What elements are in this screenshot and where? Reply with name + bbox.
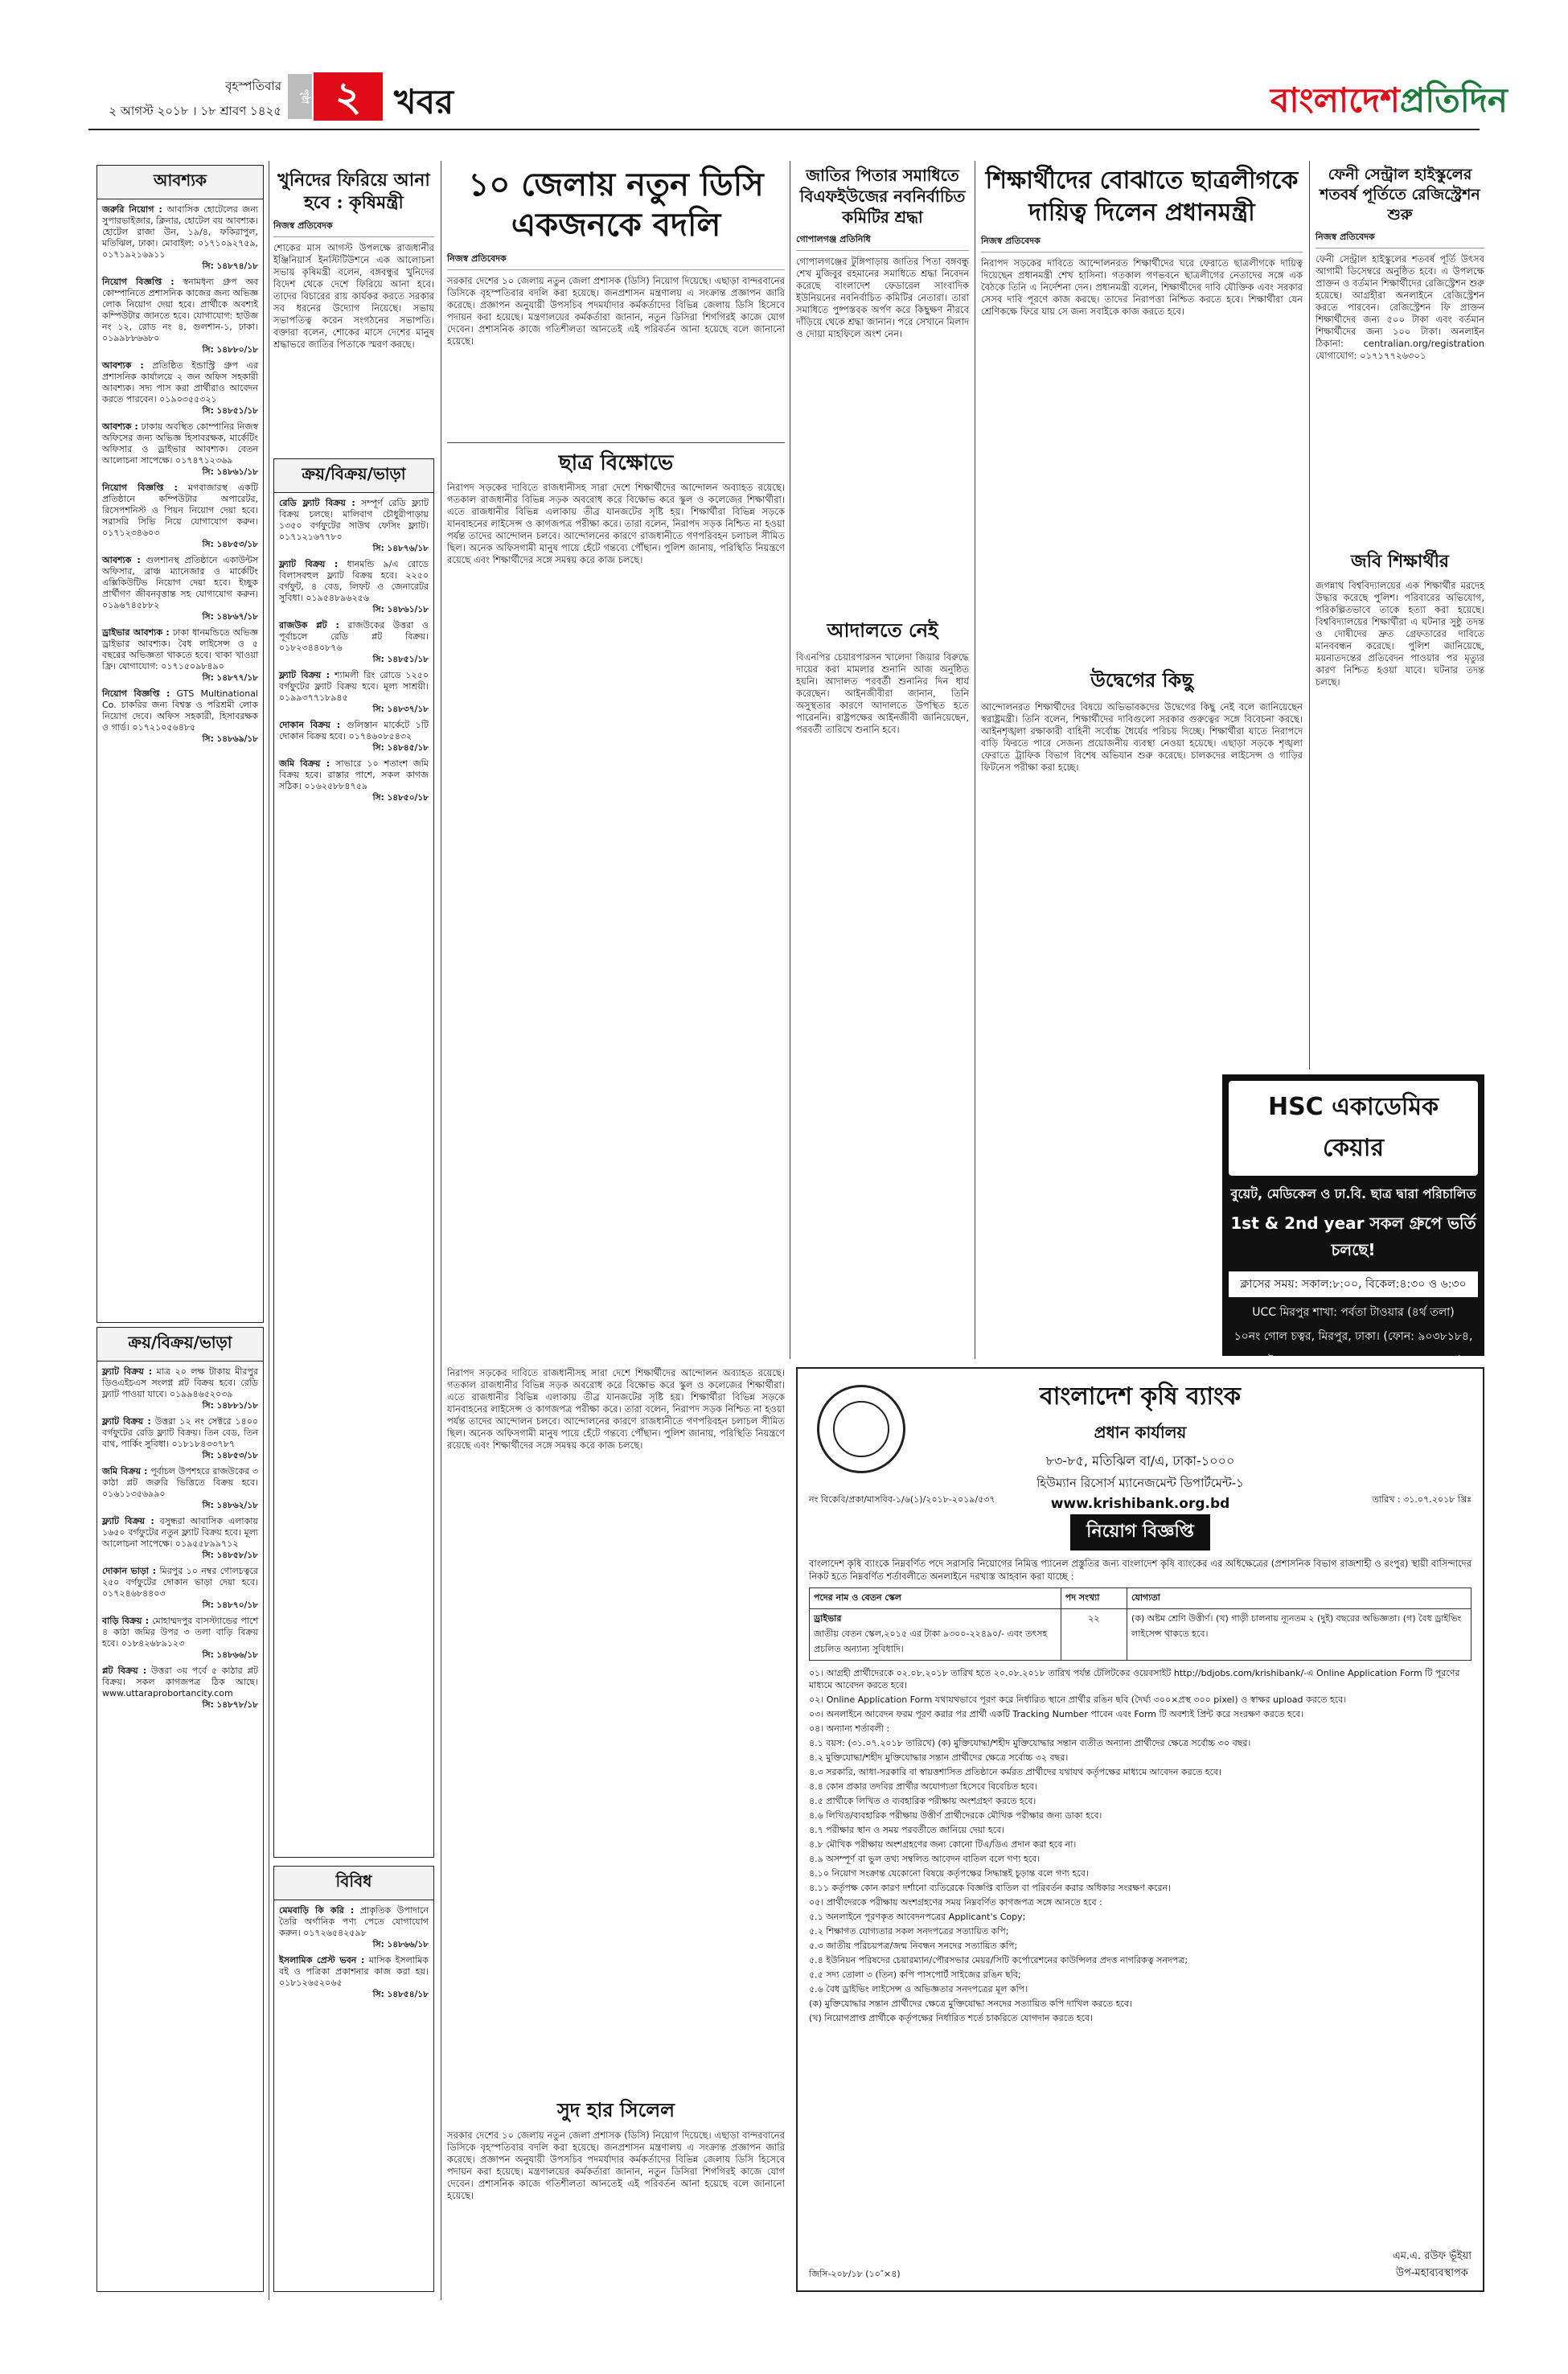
classified-ad-text: মগবাজারস্থ একটি প্রতিষ্ঠানে কম্পিউটার অপারেটর, রিসেপশনিস্ট ও পিয়ন নিয়োগ দেয়া হবে। সরাসরি সিভি নিয়ে যোগাযোগ করুন। ০১৭১২৩৪৬০৩ [102, 483, 258, 538]
classified-ad-text: GTS Multinational Co. চাকরির জন্য বিশ্বস্ত ও পরিশ্রমী লোক নিয়োগ দেবে। অফিস সহকারী, হিসাবরক্ষক ও গার্ড। ০১৭২১০৫৬৪৮৫ [102, 688, 258, 733]
classified-list [97, 199, 263, 754]
classified-ad [102, 627, 258, 684]
notice-condition-item: ০৫। প্রার্থীদেরকে পরীক্ষায় অংশগ্রহণের সময় নিম্নবর্ণিত কাগজপত্র সঙ্গে আনতে হবে : [809, 1897, 1102, 1908]
bank-name: বাংলাদেশ কৃষি ব্যাংক [1040, 1382, 1241, 1411]
notice-condition-item: ০৪। অন্যান্য শর্তাবলী : [809, 1723, 890, 1734]
classified-ad-title: আবশ্যক : [102, 360, 144, 371]
page-number: ২ [314, 72, 383, 121]
classified-ad-ref: সি: ১৪৮৬৯/১৮ [202, 734, 258, 744]
masthead-rule [88, 129, 1480, 130]
classified-ad-ref: সি: ১৪৮৬১/১৮ [202, 467, 258, 477]
classified-ad-text: সম্পূর্ণ রেডি ফ্ল্যাট বিক্রয় চলছে। মালিবাগ চৌধুরীপাড়ায় ১৩৫০ বর্গফুটের সাউথ ফেসিং ফ্ল্যাট। ০১৭১২১৬৭৭৮০ [279, 498, 429, 542]
classified-ad-ref: সি: ১৪৮৬৬/১৮ [372, 1940, 429, 1949]
col2-misc-header: বিবিধ [274, 1867, 433, 1900]
classified-ad-ref: সি: ১৪৮৫৮/১৮ [202, 1550, 258, 1560]
col4-subheadline: আদালতে নেই [827, 618, 938, 642]
hsc-ad-line5: ১০নং গোল চত্বর, মিরপুর, ঢাকা। (ফোন: ৯০৩৮১৮৪, [1233, 1330, 1473, 1343]
classified-ad [279, 670, 429, 715]
bank-footer [809, 2249, 1472, 2282]
col4-body: গোপালগঞ্জের টুঙ্গিপাড়ায় জাতির পিতা বঙ্গবন্ধু শেখ মুজিবুর রহমানের সমাধিতে শ্রদ্ধা নিবেদন করেছে বাংলাদেশ ফেডারেল সাংবাদিক ইউনিয়নের নবনির্বাচিত কমিটির নেতারা। তারা সমাধিতে পুষ্পস্তবক অর্পণ করে কিছুক্ষণ নীরবে দাঁড়িয়ে থেকে শ্রদ্ধা জানান। পরে সেখানে মিলাদ ও দোয়া মাহফিলে অংশ নেন। [796, 256, 969, 339]
col2-misc-box [273, 1866, 434, 2292]
job-qual-cell: (ক) অষ্টম শ্রেণি উত্তীর্ণ। (খ) গাড়ী চালনায় ন্যূনতম ২ (দুই) বছরের অভিজ্ঞতা। (গ) বৈধ ড্রাইভিং লাইসেন্স থাকতে হবে। [1127, 1609, 1472, 1661]
section-title: খবর [394, 82, 454, 121]
classified-ad-text: গুলিস্তান মার্কেটে ১টি দোকান বিক্রয় হবে। ০১৭৪৬০৮৫৪৩২ [279, 720, 429, 741]
notice-condition-item: ৪.৫ প্রার্থীকে লিখিত ও ব্যবহারিক পরীক্ষায় অংশগ্রহণ করতে হবে। [809, 1796, 1036, 1806]
classified-ad [279, 758, 429, 803]
classified-ad-text: মাত্র ২০ লক্ষ টাকায় মীরপুর ডিওএইচএস সংলগ্ন প্লট বিক্রয় হবে। রেডি ফ্ল্যাট পাওয়া যাবে। ০১৯৯৪৬৫২০৩৯ [102, 1366, 258, 1399]
hsc-ad-line3: ক্লাসের সময়: সকাল:৮:০০, বিকেল:৪:৩০ ও ৬:৩০ [1229, 1271, 1478, 1297]
classified-ad-text: পূর্বাচল উপশহরে রাজউকের ৩ কাঠা প্লট জরুরি ভিত্তিতে বিক্রয় হবে। ০১৬১১৩৫৬৯৯০ [102, 1466, 258, 1499]
hsc-ad-line1: বুয়েট, মেডিকেল ও ঢা.বি. ছাত্র দ্বারা পরিচালিত [1230, 1186, 1476, 1201]
notice-condition-item: ৪.৭ পরীক্ষার স্থান ও সময় পরবর্তীতে জানিয়ে দেয়া হবে। [809, 1825, 1005, 1835]
classified-ad-text: ঢাকায় অবস্থিত কোম্পানির নিজস্ব অফিসের জন্য অভিজ্ঞ হিসাবরক্ষক, মার্কেটিং অফিসার ও ড্রাইভার আবশ্যক। বেতন আলোচনা সাপেক্ষে। ০১৭৪৭১২৩৬৯ [102, 421, 258, 466]
classified-ad [102, 277, 258, 355]
page-label: পৃষ্ঠা [288, 74, 312, 119]
classified-ad-ref: সি: ১৪৮৭৬/১৮ [372, 544, 429, 553]
classified-ad-ref: সি: ১৪৮৬১/১৮ [372, 605, 429, 614]
main-subheadline2: সুদ হার সিলেল [556, 2098, 675, 2121]
classified-ad [102, 1366, 258, 1411]
classified-ad-title: নিয়োগ বিজ্ঞপ্তি : [102, 277, 174, 287]
classified-ad-ref: সি: ১৪৮৮১/১৮ [202, 1401, 258, 1411]
classified-ad [279, 498, 429, 554]
classified-ad-title: প্লট বিক্রয় : [102, 1665, 147, 1676]
signer-title: উপ-মহাব্যবস্থাপক [1395, 2267, 1468, 2279]
notice-conditions [809, 1667, 1472, 2182]
classified-ad-title: ফ্ল্যাট বিক্রয় : [102, 1516, 154, 1526]
classified-ad-title: আবশ্যক : [102, 555, 141, 565]
classified-ad-title: মেমবাড়ি কি করি : [279, 1905, 355, 1916]
classified-ad-ref: সি: ১৪৮৬২/১৮ [202, 1501, 258, 1510]
main-byline: নিজস্ব প্রতিবেদক [447, 252, 785, 270]
job-table [809, 1587, 1472, 1661]
classified-sale-list [97, 1362, 263, 1720]
classified-ad-ref: সি: ১৪৮৩৭/১৮ [372, 704, 429, 714]
classified-ad-text: মিরপুর ১০ নম্বর গোলচত্বরে ২৫০ বর্গফুটের দোকান ভাড়া দেয়া হবে। ০১৭২৪৬৮৪৪০৩ [102, 1566, 259, 1599]
signer-name: এম.এ. রউফ ভূঁইয়া [1392, 2250, 1472, 2262]
hsc-ad-line6: মোবাইল: ০১৮১৯৮৭০৬২৩, ০১৯৮৩০৩২৯১৬) [1244, 1354, 1463, 1367]
notice-condition-item: ৪.২ মুক্তিযোদ্ধা/শহীদ মুক্তিযোদ্ধার সন্তান প্রার্থীদের ক্ষেত্রে সর্বোচ্চ ৩২ বছর। [809, 1752, 1069, 1763]
main-body: সরকার দেশের ১০ জেলায় নতুন জেলা প্রশাসক (ডিসি) নিয়োগ দিয়েছে। এছাড়া বান্দরবানের ডিসিকে বৃহস্পতিবার বদলি করা হয়েছে। জনপ্রশাসন মন্ত্রণালয় এ সংক্রান্ত প্রজ্ঞাপন জারি করেছে। প্রজ্ঞাপন অনুযায়ী উপসচিব পদমর্যাদার কর্মকর্তাদের বিভিন্ন জেলায় ডিসি হিসেবে পদায়ন করা হয়েছে। মন্ত্রণালয়ের কর্মকর্তারা জানান, নতুন ডিসিরা শিগগিরই কাজে যোগ দেবেন। প্রশাসনিক কাজে গতিশীলতা আনতেই এই পরিবর্তন আনা হয়েছে বলে জানানো হয়েছে। [447, 275, 785, 347]
col4-headline: জাতির পিতার সমাধিতে বিএফইউজের নবনির্বাচিত কমিটির শ্রদ্ধা [799, 166, 966, 227]
main-subheadline: ছাত্র বিক্ষোভে [558, 451, 674, 475]
bank-logo-inner [833, 1401, 889, 1457]
classified-ad-title: জমি বিক্রয় : [279, 758, 330, 769]
classified-ad-ref: সি: ১৪৮৫১/১৮ [372, 655, 429, 664]
classified-ad-text: ধানমন্ডি ৯/এ রোডে বিলাসবহুল ফ্ল্যাট বিক্রয় হবে। ২২৫০ বর্গফুট, ৪ বেড, লিফট ও জেনারেটর সুবিধা। ০১৯৫৪৮৯৬২৫৬ [279, 559, 429, 603]
paper-logo [1270, 74, 1508, 131]
notice-condition-item: ০৩। অনলাইনে আবেদন ফরম পূরণ করার পর প্রার্থী একটি Tracking Number পাবেন এবং Form টি অবশ্যই প্রিন্ট করে সংরক্ষণ করতে হবে। [809, 1709, 1304, 1719]
main-headline: ১০ জেলায় নতুন ডিসি একজনকে বদলি [468, 166, 764, 244]
classified-ad-ref: সি: ১৪৮৭০/১৮ [202, 1600, 258, 1610]
classified-ad-ref: সি: ১৪৮৫১/১৮ [202, 406, 258, 416]
classified-ad [102, 1466, 258, 1511]
footer-code: জিসি-২০৮/১৮ (১০″×৪) [809, 2269, 901, 2279]
classified-ad-ref: সি: ১৪৮৮০/১৮ [202, 345, 258, 355]
col2-body: শোকের মাস আগস্ট উপলক্ষে রাজধানীর ইঞ্জিনিয়ার্স ইনস্টিটিউশনে এক আলোচনা সভায় কৃষিমন্ত্রী বলেন, বঙ্গবন্ধুর খুনিদের বিদেশ থেকে দেশে ফিরিয়ে আনা হবে। তাদের বিচারের রায় কার্যকর করতে সরকার সব ধরনের উদ্যোগ নিয়েছে। সভায় সভাপতিত্ব করেন সংগঠনের সভাপতি। বক্তারা বলেন, শোকের মাসে দেশের মানুষ শ্রদ্ধাভরে জাতির পিতাকে স্মরণ করছে। [273, 242, 434, 350]
classified-ad-text: মাসিক ইসলামিক বই ও পত্রিকা প্রকাশনার কাজ করা হয়। ০১৮১২৬৫২০৬৫ [279, 1955, 429, 1988]
notice-intro: বাংলাদেশ কৃষি ব্যাংকে নিম্নবর্ণিত পদে সরাসরি নিয়োগের নিমিত্ত প্যানেল প্রস্তুতির জন্য বাংলাদেশ কৃষি ব্যাংকের এর অধিক্ষেত্রের (প্রশাসনিক বিভাগ রাজশাহী ও রংপুর) স্থায়ী বাসিন্দাদের নিকট হতে নিম্নবর্ণিত শর্তাবলীতে অনলাইনে দরখাস্ত আহবান করা যাচ্ছে : [809, 1558, 1472, 1582]
classified-ad-title: ফ্ল্যাট বিক্রয় : [102, 1366, 153, 1377]
job-post-name: ড্রাইভার [814, 1613, 842, 1624]
main-subbody: নিরাপদ সড়কের দাবিতে রাজধানীসহ সারা দেশে শিক্ষার্থীদের আন্দোলন অব্যাহত রয়েছে। গতকাল রাজধানীর বিভিন্ন সড়ক অবরোধ করে বিক্ষোভ করে স্কুল ও কলেজের শিক্ষার্থীরা। এতে রাজধানীর বিভিন্ন এলাকায় তীব্র যানজটের সৃষ্টি হয়। শিক্ষার্থীরা বিভিন্ন সড়কে যানবাহনের লাইসেন্স ও কাগজপত্র পরীক্ষা করে। তারা বলেন, নিরাপদ সড়ক নিশ্চিত না হওয়া পর্যন্ত তাদের আন্দোলন চলবে। আন্দোলনের কারণে রাজধানীতে গণপরিবহন চলাচল সীমিত ছিল। অনেক অফিসগামী মানুষ পায়ে হেঁটে গন্তব্যে পৌঁছান। পুলিশ জানায়, পরিস্থিতি নিয়ন্ত্রণে রয়েছে এবং শিক্ষার্থীদের সঙ্গে সমন্বয় করে কাজ চলছে। [447, 482, 785, 565]
notice-condition-item: ৪.৪ কোন প্রকার তদবির প্রার্থীর অযোগ্যতা হিসেবে বিবেচিত হবে। [809, 1781, 1037, 1792]
job-post-cell [810, 1609, 1061, 1661]
classified-header-sale: ক্রয়/বিক্রয়/ভাড়া [97, 1328, 263, 1362]
bank-office: প্রধান কার্যালয় [1094, 1423, 1187, 1442]
classified-ad [279, 720, 429, 754]
classified-ad-text: স্বনামধন্য গ্রুপ অব কোম্পানিতে প্রশাসনিক কাজের জন্য অভিজ্ঞ লোক নিয়োগ দেয়া হবে। প্রার্থীকে অবশ্যই কম্পিউটার জানতে হবে। যোগাযোগ: হাউজ নং ১২, রোড নং ৪, গুলশান-১, ঢাকা। ০১৯৯৮৮৬৬৮০ [102, 277, 258, 343]
notice-condition-item: ৫.১ অনলাইনে পূরণকৃত আবেদনপত্রের Applicant's Copy; [809, 1912, 1026, 1922]
notice-condition-item: ৫.৪ ইউনিয়ন পরিষদের চেয়ারম্যান/পৌরসভার মেয়র/সিটি কর্পোরেশনের কাউন্সিলর প্রদত্ত নাগরিকত্ব সনদপত্র; [809, 1955, 1188, 1965]
classified-ad [102, 1665, 258, 1711]
classified-ad-text: রাজউকের উত্তরা ও পূর্বাচলে রেডি প্লট বিক্রয়। ০১৮২৩৪৪০৮৭৬ [279, 620, 429, 653]
classified-ad-text: প্রতিষ্ঠিত ইন্ডাস্ট্রি গ্রুপ এর প্রশাসনিক কার্যালয়ে ২ জন অফিস সহকারী আবশ্যক। সদ্য পাস করা প্রার্থীরাও আবেদন করতে পারবেন। ০১৯০৩৫৫৩২১ [102, 360, 259, 405]
notice-condition-item: ৪.৬ লিখিত/ব্যবহারিক পরীক্ষায় উত্তীর্ণ প্রার্থীদেরকে মৌখিক পরীক্ষার জন্য ডাকা হবে। [809, 1810, 1102, 1821]
classified-ad-text: শ্যামলী রিং রোডে ১২৫০ বর্গফুটের ফ্ল্যাট বিক্রয় হবে। মূল্য সাশ্রয়ী। ০১৯৯৩৭৭১৮৯৪৫ [279, 670, 429, 703]
col-divider [1309, 161, 1310, 1070]
notice-condition-item: ০১। আগ্রহী প্রার্থীদেরকে ০২.০৮.২০১৮ তারিখ হতে ২০.০৮.২০১৮ তারিখ পর্যন্ত টেলিটকের ওয়েবসাইট http://bdjobs.com/krishibank/-এ Online Application Form টি পূরণের মাধ্যমে আবেদন করতে হবে। [809, 1668, 1460, 1690]
classified-ad [279, 1955, 429, 2000]
col6-body: ফেনী সেন্ট্রাল হাইস্কুলের শতবর্ষ পূর্তি উৎসব আগামী ডিসেম্বরে অনুষ্ঠিত হবে। এ উপলক্ষে প্রাক্তন ও বর্তমান শিক্ষার্থীদের রেজিস্ট্রেশন শুরু হয়েছে। আগ্রহীরা অনলাইনে রেজিস্ট্রেশন করতে পারবেন। রেজিস্ট্রেশন ফি প্রাক্তন শিক্ষার্থীদের জন্য ৫০০ টাকা এবং বর্তমান শিক্ষার্থীদের জন্য ১০০ টাকা। অনলাইন ঠিকানা: centralian.org/registration যোগাযোগ: ০১৭১৭৭২৬৩০১ [1316, 253, 1484, 361]
krishi-bank-ad [796, 1367, 1484, 2292]
col2-byline: নিজস্ব প্রতিবেদক [273, 219, 434, 237]
classified-ad-title: ফ্ল্যাট বিক্রয় : [102, 1416, 151, 1427]
job-table-row [810, 1609, 1472, 1661]
day: বৃহস্পতিবার [225, 79, 281, 93]
classified-ad [102, 555, 258, 622]
job-post-scale: জাতীয় বেতন স্কেল,২০১৫ এর টাকা ৯৩০০-২২৪৯০/- এবং তৎসহ প্রচলিত অন্যান্য সুবিধাদি। [814, 1629, 1048, 1654]
signature-block [1393, 2249, 1472, 2282]
notice-condition-item: ৪.১ বয়স: (৩১.০৭.২০১৮ তারিখে) (ক) মুক্তিযোদ্ধা/শহীদ মুক্তিযোদ্ধার সন্তান ব্যতীত অন্যান্য প্রার্থীদের ক্ষেত্রে সর্বোচ্চ ৩০ বছর। [809, 1738, 1251, 1748]
classified-ad-ref: সি: ১৪৮৫৩/১৮ [202, 1451, 258, 1460]
classified-ad [279, 620, 429, 665]
notice-title: নিয়োগ বিজ্ঞপ্তি [809, 1514, 1472, 1550]
classified-ad [102, 204, 258, 272]
classified-ad-text: আবাসিক হোটেলের জন্য সুপারভাইজার, ক্লিনার, হোটেল বয় আবশ্যক। হোটেল রাজা উন, ১৯/৪, ফকিরাপুল, মতিঝিল, ঢাকা। মোবাইল: ০১৭১০৯২৭৫৯, ০১৭১৯২১৬৯১১ [102, 204, 258, 260]
classified-box-sale [96, 1327, 264, 2292]
bank-website[interactable]: www.krishibank.org.bd [1050, 1496, 1230, 1512]
main-subbody-continued: নিরাপদ সড়কের দাবিতে রাজধানীসহ সারা দেশে শিক্ষার্থীদের আন্দোলন অব্যাহত রয়েছে। গতকাল রাজধানীর বিভিন্ন সড়ক অবরোধ করে বিক্ষোভ করে স্কুল ও কলেজের শিক্ষার্থীরা। এতে রাজধানীর বিভিন্ন এলাকায় তীব্র যানজটের সৃষ্টি হয়। শিক্ষার্থীরা বিভিন্ন সড়কে যানবাহনের লাইসেন্স ও কাগজপত্র পরীক্ষা করে। তারা বলেন, নিরাপদ সড়ক নিশ্চিত না হওয়া পর্যন্ত তাদের আন্দোলন চলবে। আন্দোলনের কারণে রাজধানীতে গণপরিবহন চলাচল সীমিত ছিল। অনেক অফিসগামী মানুষ পায়ে হেঁটে গন্তব্যে পৌঁছান। পুলিশ জানায়, পরিস্থিতি নিয়ন্ত্রণে রয়েছে এবং শিক্ষার্থীদের সঙ্গে সমন্বয় করে কাজ চলছে। [447, 1367, 785, 1451]
bank-ref-date: তারিখ : ৩১.০৭.২০১৮ খ্রিঃ [1372, 1494, 1472, 1505]
hsc-ad-line4: UCC মিরপুর শাখা: পর্বতা টাওয়ার (৪র্থ তলা) [1252, 1306, 1455, 1319]
classified-ad-ref: সি: ১৪৮৪৫/১৮ [372, 743, 429, 753]
notice-condition-item: ৪.৯ অসম্পূর্ণ বা ভুল তথ্য সম্বলিত আবেদন বাতিল বলে গণ্য হবে। [809, 1854, 1041, 1864]
classified-ad [279, 1905, 429, 1950]
col4-article [796, 165, 969, 1363]
classified-ad-title: দোকান ভাড়া : [102, 1566, 157, 1576]
classified-ad-title: ফ্ল্যাট বিক্রয় : [279, 559, 339, 569]
col5-subbody: আন্দোলনরত শিক্ষার্থীদের বিষয়ে অভিভাবকদের উদ্বেগের কিছু নেই বলে জানিয়েছেন স্বরাষ্ট্রমন্ত্রী। তিনি বলেন, শিক্ষার্থীদের দাবিগুলো সরকার গুরুত্বের সঙ্গে বিবেচনা করছে। আইনশৃঙ্খলা রক্ষাকারী বাহিনী সর্বোচ্চ ধৈর্যের পরিচয় দিচ্ছে। শিক্ষার্থীরা যাতে নিরাপদে বাড়ি ফিরতে পারে সেজন্য প্রয়োজনীয় ব্যবস্থা নেওয়া হয়েছে। এছাড়া সড়কে শৃঙ্খলা ফেরাতে ট্রাফিক বিভাগ বিশেষ অভিযান শুরু করেছে। চালকদের লাইসেন্স ও গাড়ির ফিটনেস পরীক্ষা করা হচ্ছে। [981, 701, 1303, 773]
classified-ad-text: গুলশানস্থ প্রতিষ্ঠানে একাউন্টস অফিসার, ব্রাঞ্চ ম্যানেজার ও মার্কেটিং এক্সিকিউটিভ নিয়োগ দেয়া হবে। ইচ্ছুক প্রার্থীগণ জীবনবৃত্তান্ত সহ যোগাযোগ করুন। ০১৯৬৭৪৫৮৮২ [102, 555, 259, 610]
job-table-header: পদের নাম ও বেতন স্কেল [810, 1588, 1061, 1609]
col4-byline: গোপালগঞ্জ প্রতিনিধি [796, 232, 969, 251]
classified-ad-text: বসুন্ধরা আবাসিক এলাকায় ১৬৫০ বর্গফুটের নতুন ফ্ল্যাট বিক্রয় হবে। মূল্য আলোচনা সাপেক্ষে। ০১৯৫৫৮৯৯৭১২ [102, 1516, 258, 1549]
col6-headline: ফেনী সেন্ট্রাল হাইস্কুলের শতবর্ষ পূর্তিতে রেজিস্ট্রেশন শুরু [1320, 166, 1480, 224]
classified-ad [102, 688, 258, 745]
classified-ad-title: জমি বিক্রয় : [102, 1466, 148, 1477]
classified-ad-title: ড্রাইভার আবশ্যক : [102, 627, 170, 638]
classified-ad-text: ঢাকা ধানমন্ডিতে অভিজ্ঞ ড্রাইভার আবশ্যক। বৈধ লাইসেন্স ও ৫ বছরের অভিজ্ঞতা থাকতে হবে। থাকা খাওয়া ফ্রি। যোগাযোগ: ০১৭১৫০৯৮৪৯০ [102, 627, 258, 672]
classified-ad-title: আবশ্যক : [102, 421, 138, 432]
notice-condition-item: (ক) মুক্তিযোদ্ধার সন্তান প্রার্থীদের ক্ষেত্রে মুক্তিযোদ্ধা সনদের সত্যায়িত কপি দাখিল করতে হবে। [809, 1998, 1132, 2009]
classified-ad [102, 1566, 258, 1611]
paper-name-part1: বাংলাদেশ [1270, 80, 1400, 120]
classified-ad [102, 1616, 258, 1661]
job-table-header: পদ সংখ্যা [1061, 1588, 1127, 1609]
job-count-cell: ২২ [1061, 1609, 1127, 1661]
hsc-academic-ad [1222, 1074, 1484, 1367]
classified-header: আবশ্যক [97, 166, 263, 199]
classified-ad-title: রেডি ফ্ল্যাট বিক্রয় : [279, 498, 355, 508]
notice-condition-item: ৫.২ শিক্ষাগত যোগ্যতার সকল সনদপত্রের সত্যায়িত কপি; [809, 1926, 1009, 1937]
classified-ad-text: উত্তরা ১২ নং সেক্টরে ১৪০০ বর্গফুটের রেডি ফ্ল্যাট বিক্রয়। তিন বেড, তিন বাথ, পার্কিং সুবিধা। ০১৮১৮৪৩৩৭৮৭ [102, 1416, 258, 1449]
col6-article [1316, 165, 1484, 1070]
classified-ad-ref: সি: ১৪৮৬৭/১৮ [202, 612, 258, 622]
classified-ad-title: নিয়োগ বিজ্ঞপ্তি : [102, 688, 170, 699]
col2-classified-list [274, 493, 433, 813]
main-article [447, 165, 785, 1363]
classified-ad [102, 421, 258, 478]
col6-subheadline: জবি শিক্ষার্থীর [1350, 551, 1450, 572]
main-subbody2: সরকার দেশের ১০ জেলায় নতুন জেলা প্রশাসক (ডিসি) নিয়োগ দিয়েছে। এছাড়া বান্দরবানের ডিসিকে বৃহস্পতিবার বদলি করা হয়েছে। জনপ্রশাসন মন্ত্রণালয় এ সংক্রান্ত প্রজ্ঞাপন জারি করেছে। প্রজ্ঞাপন অনুযায়ী উপসচিব পদমর্যাদার কর্মকর্তাদের বিভিন্ন জেলায় ডিসি হিসেবে পদায়ন করা হয়েছে। মন্ত্রণালয়ের কর্মকর্তারা জানান, নতুন ডিসিরা শিগগিরই কাজে যোগ দেবেন। প্রশাসনিক কাজে গতিশীলতা আনতেই এই পরিবর্তন আনা হয়েছে বলে জানানো হয়েছে। [447, 2130, 785, 2201]
col2-article [273, 169, 434, 450]
bank-ref-no: নং বিকেবি/প্রকা/মাসবিব-১/৬(১)/২০১৮-২০১৯/৫৩৭ [809, 1494, 995, 1505]
notice-condition-item: ০২। Online Application Form যথাযথভাবে পূরণ করে নির্ধারিত স্থানে প্রার্থীর রঙিন ছবি (দৈর্ঘ্য ৩০০×প্রস্থ ৩০০ pixel) ও স্বাক্ষর upload করতে হবে। [809, 1694, 1347, 1705]
classified-ad-title: জরুরি নিয়োগ : [102, 204, 162, 215]
col6-byline: নিজস্ব প্রতিবেদক [1316, 230, 1484, 248]
classified-ad-title: ইসলামিক প্রেস্ট ভবন : [279, 1955, 365, 1965]
classified-ad-title: বাড়ি বিক্রয় : [102, 1616, 150, 1626]
classified-box-needed [96, 165, 264, 1323]
classified-ad-title: রাজউক প্লট : [279, 620, 339, 630]
col2-headline: খুনিদের ফিরিয়ে আনা হবে : কৃষিমন্ত্রী [277, 170, 430, 213]
bank-logo [817, 1385, 905, 1473]
classified-ad-ref: সি: ১৪৮৫৩/১৮ [202, 540, 258, 549]
classified-ad [102, 360, 258, 417]
classified-ad-text: প্রাকৃতিক উপাদানে তৈরি অর্গানিক পণ্য পেতে যোগাযোগ করুন। ০১৭২৬৫৪২৫৯৮ [279, 1905, 429, 1938]
classified-ad [102, 483, 258, 550]
notice-condition-item: (খ) নিয়োগপ্রাপ্ত প্রার্থীকে কর্তৃপক্ষের নির্ধারিত শর্তে চাকরিতে যোগদান করতে হবে। [809, 2013, 1094, 2023]
classified-ad-title: ফ্ল্যাট বিক্রয় : [279, 670, 330, 680]
classified-ad-title: দোকান বিক্রয় : [279, 720, 341, 730]
masthead [0, 0, 1568, 143]
notice-condition-item: ৫.৬ বৈধ ড্রাইভিং লাইসেন্স ও অভিজ্ঞতার সনদপত্রের মূল কপি। [809, 1984, 1028, 1994]
classified-ad-ref: সি: ১৪৮৫০/১৮ [372, 793, 429, 803]
col5-subheadline: উদ্বেগের কিছু [1090, 668, 1193, 692]
classified-ad-ref: সি: ১৪৮৭৭/১৮ [202, 673, 258, 683]
classified-ad [102, 1416, 258, 1461]
hsc-ad-title: HSC একাডেমিক কেয়ার [1229, 1081, 1478, 1176]
col2-misc-list [274, 1900, 433, 2010]
notice-condition-item: ৫.৩ জাতীয় পরিচয়পত্র/জন্ম নিবন্ধন সনদের সত্যায়িত কপি; [809, 1941, 1018, 1951]
classified-ad [102, 1516, 258, 1561]
job-table-header: যোগ্যতা [1127, 1588, 1472, 1609]
notice-condition-item: ৪.১১ কর্তৃপক্ষ কোন কারণ দর্শানো ব্যতিরেকে বিজ্ঞপ্তি বাতিল বা পরিবর্তন করার অধিকার সংরক্ষণ করেন। [809, 1883, 1172, 1893]
col5-byline: নিজস্ব প্রতিবেদক [981, 234, 1303, 253]
notice-condition-item: ৪.৩ সরকারি, আধা-সরকারি বা স্বায়ত্তশাসিত প্রতিষ্ঠানে কর্মরত প্রার্থীদের যথাযথ কর্তৃপক্ষের মাধ্যমে আবেদন করতে হবে। [809, 1767, 1222, 1777]
col2-classified-box [273, 458, 434, 1858]
classified-ad-text: উত্তরা ৩য় পর্বে ৫ কাঠার প্লট বিক্রয়। সকল কাগজপত্র ঠিক আছে। www.uttaraprobortancity.com [102, 1665, 259, 1698]
hsc-ad-line2: 1st & 2nd year সকল গ্রুপে ভর্তি চলছে! [1230, 1214, 1476, 1259]
notice-condition-item: ৪.৮ মৌখিক পরীক্ষায় অংশগ্রহণের জন্য কোনো টিএ/ডিএ প্রদান করা হবে না। [809, 1839, 1077, 1850]
main-second-article [447, 1367, 785, 2292]
classified-ad-ref: সি: ১৪৮৭৮/১৮ [202, 1700, 258, 1710]
date-block [88, 77, 281, 122]
classified-ad-text: মোহাম্মদপুর বাসস্ট্যান্ডের পাশে ৪ কাঠা জমির উপর ৩ তলা বাড়ি বিক্রয় হবে। ০১৮৪২৬৮৯১২৩ [102, 1616, 258, 1649]
col5-body: নিরাপদ সড়কের দাবিতে আন্দোলনরত শিক্ষার্থীদের ঘরে ফেরাতে ছাত্রলীগকে দায়িত্ব দিয়েছেন প্রধানমন্ত্রী শেখ হাসিনা। গতকাল গণভবনে ছাত্রলীগের নেতাদের সঙ্গে এক বৈঠকে তিনি এ নির্দেশনা দেন। প্রধানমন্ত্রী বলেন, শিক্ষার্থীদের দাবি যৌক্তিক এবং সরকার সেসব দাবি পূরণে কাজ করছে। তাদের নিরাপত্তা নিশ্চিত করতে হবে। শিক্ষার্থীরা যেন শ্রেণিকক্ষে ফিরে যায় সে জন্য সবাইকে কাজ করতে হবে। [981, 257, 1303, 317]
bank-address: ৮৩-৮৫, মতিঝিল বা/এ, ঢাকা-১০০০ [1045, 1453, 1235, 1468]
classified-ad-title: নিয়োগ বিজ্ঞপ্তি : [102, 483, 178, 493]
date: ২ আগস্ট ২০১৮ । ১৮ শ্রাবণ ১৪২৫ [109, 104, 281, 118]
col2-classified-header: ক্রয়/বিক্রয়/ভাড়া [274, 459, 433, 493]
paper-name-part2: প্রতিদিন [1399, 80, 1508, 120]
classified-ad [279, 559, 429, 615]
notice-condition-item: ৫.৫ সদ্য তোলা ৩ (তিন) কপি পাসপোর্ট সাইজের রঙিন ছবি; [809, 1969, 1021, 1980]
bank-dept: হিউম্যান রিসোর্স ম্যানেজমেন্ট ডিপার্টমেন্ট-১ [1036, 1476, 1244, 1490]
main-divider [447, 442, 785, 443]
notice-condition-item: ৪.১০ নিয়োগ সংক্রান্ত যেকোনো বিষয়ে কর্তৃপক্ষের সিদ্ধান্তই চূড়ান্ত বলে গণ্য হবে। [809, 1868, 1089, 1879]
classified-ad-ref: সি: ১৪৮৬৬/১৮ [202, 1650, 258, 1660]
col4-subbody: বিএনপির চেয়ারপারসন খালেদা জিয়ার বিরুদ্ধে দায়ের করা মামলার শুনানি আজ অনুষ্ঠিত হয়নি। আদালত পরবর্তী শুনানির দিন ধার্য করেছেন। আইনজীবীরা জানান, তিনি অসুস্থতার কারণে আদালতে উপস্থিত হতে পারেননি। রাষ্ট্রপক্ষের আইনজীবী জানিয়েছেন, পরবর্তী তারিখে শুনানি হবে। [796, 651, 969, 735]
col6-subbody: জগন্নাথ বিশ্ববিদ্যালয়ের এক শিক্ষার্থীর মরদেহ উদ্ধার করেছে পুলিশ। পরিবারের অভিযোগ, পরিকল্পিতভাবে তাকে হত্যা করা হয়েছে। বিশ্ববিদ্যালয়ের শিক্ষার্থীরা এ ঘটনার সুষ্ঠু তদন্ত ও দোষীদের দ্রুত গ্রেফতারের দাবিতে মানববন্ধন করেছে। পুলিশ জানিয়েছে, ময়নাতদন্তের প্রতিবেদন পাওয়ার পর মৃত্যুর কারণ নিশ্চিত হওয়া যাবে। ঘটনার তদন্ত চলছে। [1316, 580, 1484, 688]
classified-ad-text: সাভারে ১০ শতাংশ জমি বিক্রয় হবে। রাস্তার পাশে, সকল কাগজ সঠিক। ০১৬২৫৮৮৪৭৫৯ [279, 758, 429, 791]
col5-headline: শিক্ষার্থীদের বোঝাতে ছাত্রলীগকে দায়িত্ব দিলেন প্রধানমন্ত্রী [985, 166, 1299, 227]
classified-ad-ref: সি: ১৪৮৫৪/১৮ [372, 1990, 429, 1999]
classified-ad-ref: সি: ১৪৮৭৪/১৮ [202, 261, 258, 271]
